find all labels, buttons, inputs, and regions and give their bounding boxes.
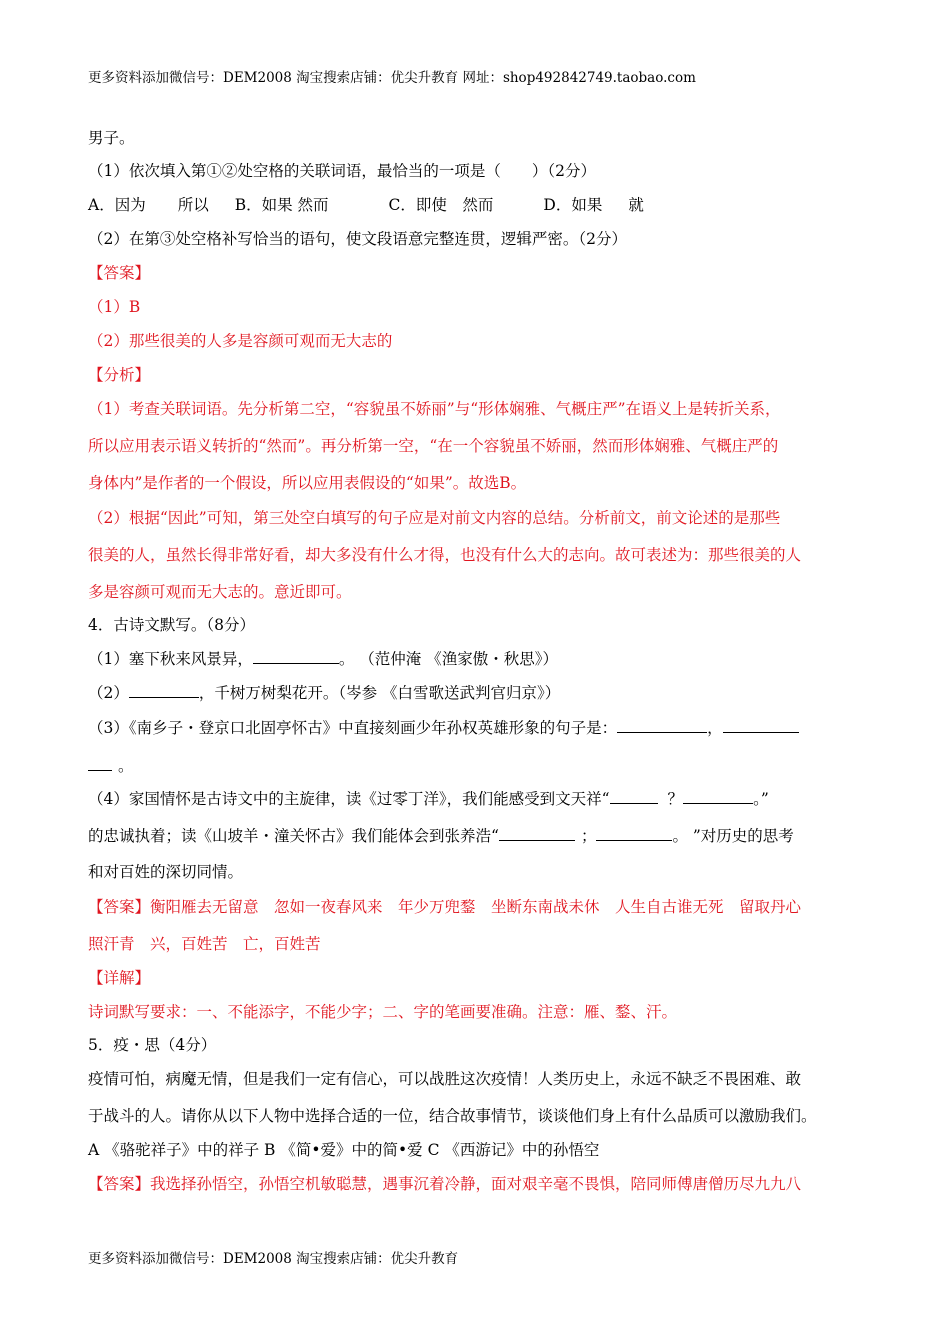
analysis-tag: 【分析】 [88, 366, 151, 384]
detail-tag: 【详解】 [88, 969, 151, 987]
question-5-text: 于战斗的人。请你从以下人物中选择合适的一位，结合故事情节，谈谈他们身上有什么品质可以激励我们。 [88, 1107, 817, 1125]
q4-4-text2: 的忠诚执着；读《山坡羊・潼关怀古》我们能体会到张养浩“ [88, 827, 499, 845]
q4-4-end: 。” [753, 790, 769, 808]
question-4-1 [88, 649, 558, 669]
question-4-3-cont [88, 756, 134, 776]
answer-tag: 【答案】 [88, 264, 151, 282]
q4-1-source: 。 （范仲淹 《渔家傲・秋思》） [338, 650, 558, 668]
option-b: B．如果 然而 [234, 196, 329, 214]
answer-line: 【答案】我选择孙悟空，孙悟空机敏聪慧，遇事沉着冷静，面对艰辛毫不畏惧，陪同师傅唐僧历尽九九八 [88, 1175, 802, 1193]
q4-4-text: （4）家国情怀是古诗文中的主旋律，读《过零丁洋》，我们能感受到文天祥“ [88, 790, 610, 808]
fill-blank[interactable] [88, 756, 112, 771]
question-5-title: 5．疫・思（4分） [88, 1036, 217, 1054]
analysis-line: （1）考查关联词语。先分析第二空，“容貌虽不娇丽”与“形体娴雅、气概庄严”在语义上是转折关系， [88, 400, 781, 418]
option-c: C．即使 然而 [388, 196, 494, 214]
question-4-4-end: 和对百姓的深切同情。 [88, 863, 244, 881]
fill-blank[interactable] [610, 789, 658, 804]
question-4-4-cont [88, 826, 794, 846]
page-header: 更多资料添加微信号：DEM2008 淘宝搜索店铺：优尖升教育 网址：shop492842749.taobao.com [88, 70, 696, 86]
analysis-line: 身体内”是作者的一个假设，所以应用表假设的“如果”。故选B。 [88, 474, 527, 492]
fill-blank[interactable] [253, 649, 339, 664]
q4-4-question: ？ [667, 790, 684, 808]
answer-line: （2）那些很美的人多是容颜可观而无大志的 [88, 332, 393, 350]
answer-line: 【答案】衡阳雁去无留意 忽如一夜春风来 年少万兜鍪 坐断东南战未休 人生自古谁无死 留取丹心 [88, 898, 802, 916]
q4-2-text: ，千树万树梨花开。（岑参 《白雪歌送武判官归京》） [198, 684, 561, 702]
analysis-line: 多是容颜可观而无大志的。意近即可。 [88, 583, 352, 601]
option-a-2: 所以 [177, 196, 209, 214]
q4-4-tail: 。 ”对历史的思考 [672, 827, 794, 845]
analysis-line: （2）根据“因此”可知，第三处空白填写的句子应是对前文内容的总结。分析前文，前文论述的是那些 [88, 509, 781, 527]
question-4-4 [88, 789, 769, 809]
q4-3-text: （3）《南乡子・登京口北固亭怀古》中直接刻画少年孙权英雄形象的句子是： [88, 719, 618, 737]
text-line: 男子。 [88, 129, 135, 147]
q4-3-comma: ， [707, 719, 723, 737]
detail-line: 诗词默写要求：一、不能添字，不能少字；二、字的笔画要准确。注意：雁、鍪、汗。 [88, 1003, 678, 1021]
answer-line: 照汗青 兴，百姓苦 亡，百姓苦 [88, 935, 321, 953]
analysis-line: 所以应用表示语义转折的“然而”。再分析第一空，“在一个容貌虽不娇丽，然而形体娴雅、气概庄严的 [88, 437, 779, 455]
fill-blank[interactable] [683, 789, 753, 804]
fill-blank[interactable] [617, 718, 707, 733]
q4-4-semicolon: ； [580, 827, 597, 845]
q4-2-prefix: （2） [88, 684, 129, 702]
fill-blank[interactable] [129, 683, 199, 698]
question-4-2 [88, 683, 560, 703]
question-3-2: （2）在第③处空格补写恰当的语句，使文段语意完整连贯，逻辑严密。（2分） [88, 230, 627, 248]
q4-1-text: （1）塞下秋来风景异， [88, 650, 253, 668]
option-a: A．因为 [88, 196, 146, 214]
question-3-1: （1）依次填入第①②处空格的关联词语，最恰当的一项是（ ）（2分） [88, 162, 596, 180]
analysis-line: 很美的人，虽然长得非常好看，却大多没有什么才得，也没有什么大的志向。故可表述为：那些很美的人 [88, 546, 802, 564]
q4-3-end: 。 [118, 757, 134, 775]
option-d-2: 就 [628, 196, 644, 214]
fill-blank[interactable] [596, 826, 672, 841]
question-4-title: 4．古诗文默写。（8分） [88, 616, 255, 634]
question-3-options [88, 195, 644, 215]
page-footer: 更多资料添加微信号：DEM2008 淘宝搜索店铺：优尖升教育 [88, 1251, 459, 1267]
fill-blank[interactable] [499, 826, 575, 841]
option-d: D．如果 [543, 196, 603, 214]
question-4-3 [88, 718, 799, 738]
question-5-text: 疫情可怕，病魔无情，但是我们一定有信心，可以战胜这次疫情！人类历史上，永远不缺乏不畏困难、敢 [88, 1070, 802, 1088]
question-5-options: A 《骆驼祥子》中的祥子 B 《简•爱》中的简•爱 C 《西游记》中的孙悟空 [88, 1141, 600, 1159]
answer-line: （1）B [88, 298, 141, 316]
fill-blank[interactable] [723, 718, 799, 733]
